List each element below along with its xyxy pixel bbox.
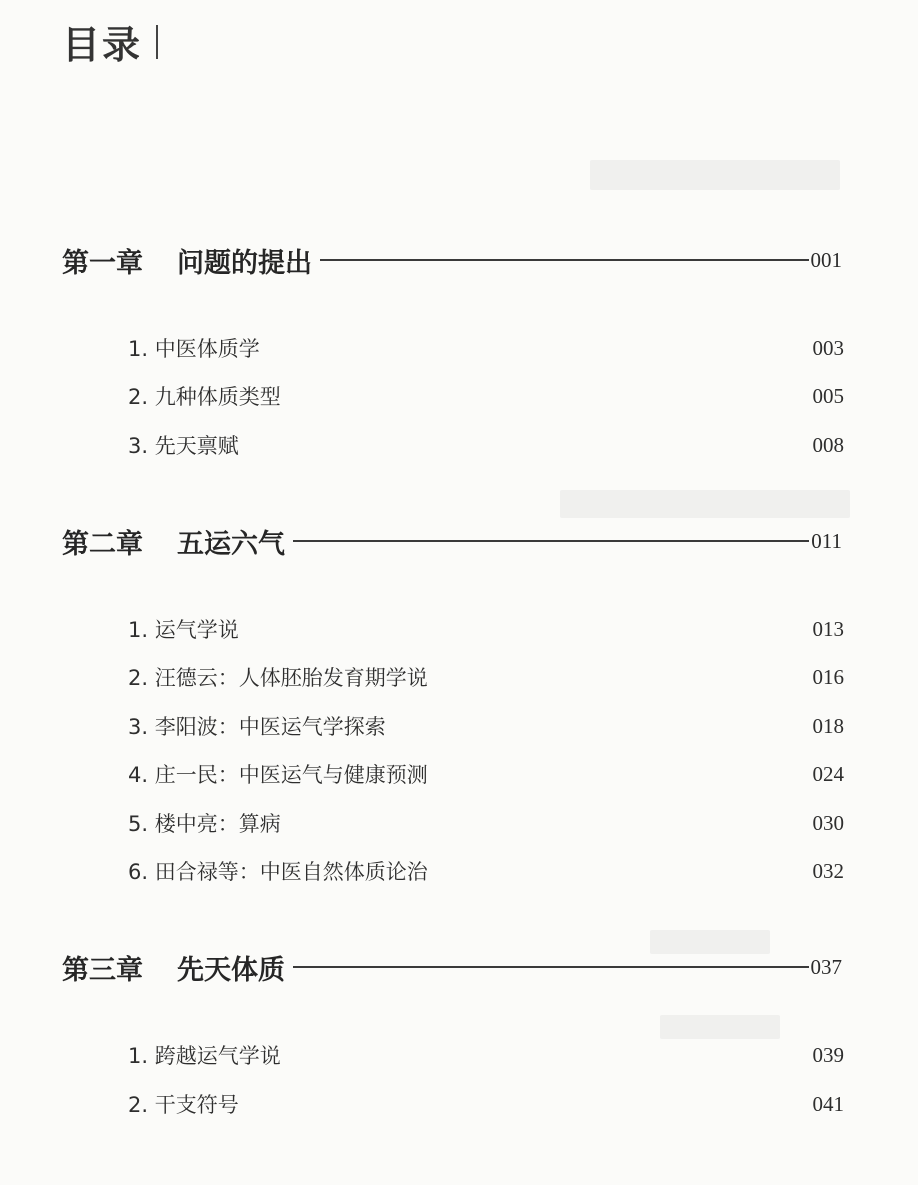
section-entry[interactable] bbox=[128, 806, 844, 840]
section-entry[interactable] bbox=[128, 1038, 844, 1072]
section-page-number: 003 bbox=[812, 335, 844, 360]
chapter-page-number: 011 bbox=[811, 528, 842, 553]
chapter-page-number: 037 bbox=[810, 954, 842, 979]
section-page-number: 032 bbox=[812, 858, 844, 883]
section-title: 2. 九种体质类型 bbox=[128, 385, 281, 409]
section-title: 4. 庄一民：中医运气与健康预测 bbox=[128, 763, 428, 787]
section-page-number: 018 bbox=[812, 713, 844, 738]
chapter-title: 问题的提出 bbox=[177, 247, 312, 279]
section-page-number: 024 bbox=[812, 761, 844, 786]
section-title: 1. 中医体质学 bbox=[128, 337, 260, 361]
bleed-through-mark bbox=[590, 160, 840, 190]
chapter-title: 五运六气 bbox=[177, 528, 285, 560]
section-page-number: 013 bbox=[812, 616, 844, 641]
section-title: 6. 田合禄等：中医自然体质论治 bbox=[128, 860, 428, 884]
bleed-through-mark bbox=[660, 1015, 780, 1039]
leader-line bbox=[293, 540, 809, 542]
section-entry[interactable] bbox=[128, 612, 844, 646]
chapter-number: 第一章 bbox=[62, 247, 143, 279]
section-entry[interactable] bbox=[128, 428, 844, 462]
section-page-number: 041 bbox=[812, 1091, 844, 1116]
chapter-1-entry[interactable] bbox=[62, 240, 842, 280]
chapter-number: 第二章 bbox=[62, 528, 143, 560]
section-page-number: 008 bbox=[812, 432, 844, 457]
chapter-page-number: 001 bbox=[810, 247, 842, 272]
section-title: 1. 运气学说 bbox=[128, 618, 239, 642]
chapter-2-entry[interactable] bbox=[62, 521, 842, 561]
section-title: 3. 李阳波：中医运气学探索 bbox=[128, 715, 386, 739]
section-entry[interactable] bbox=[128, 709, 844, 743]
section-page-number: 005 bbox=[812, 383, 844, 408]
section-page-number: 030 bbox=[812, 810, 844, 835]
section-entry[interactable] bbox=[128, 660, 844, 694]
section-title: 5. 楼中亮：算病 bbox=[128, 812, 281, 836]
leader-line bbox=[320, 259, 809, 261]
section-title: 3. 先天禀赋 bbox=[128, 434, 239, 458]
section-entry[interactable] bbox=[128, 854, 844, 888]
chapter-3-entry[interactable] bbox=[62, 947, 842, 987]
section-title: 1. 跨越运气学说 bbox=[128, 1044, 281, 1068]
section-entry[interactable] bbox=[128, 1087, 844, 1121]
toc-heading bbox=[62, 14, 158, 69]
section-title: 2. 汪德云：人体胚胎发育期学说 bbox=[128, 666, 428, 690]
section-title: 2. 干支符号 bbox=[128, 1093, 239, 1117]
section-entry[interactable] bbox=[128, 331, 844, 365]
section-entry[interactable] bbox=[128, 757, 844, 791]
page-title: 目录 bbox=[62, 23, 143, 67]
chapter-title: 先天体质 bbox=[177, 954, 285, 986]
bleed-through-mark bbox=[560, 490, 850, 518]
section-page-number: 016 bbox=[812, 664, 844, 689]
section-entry[interactable] bbox=[128, 379, 844, 413]
chapter-number: 第三章 bbox=[62, 954, 143, 986]
title-divider bbox=[156, 25, 158, 59]
leader-line bbox=[293, 966, 809, 968]
section-page-number: 039 bbox=[812, 1042, 844, 1067]
